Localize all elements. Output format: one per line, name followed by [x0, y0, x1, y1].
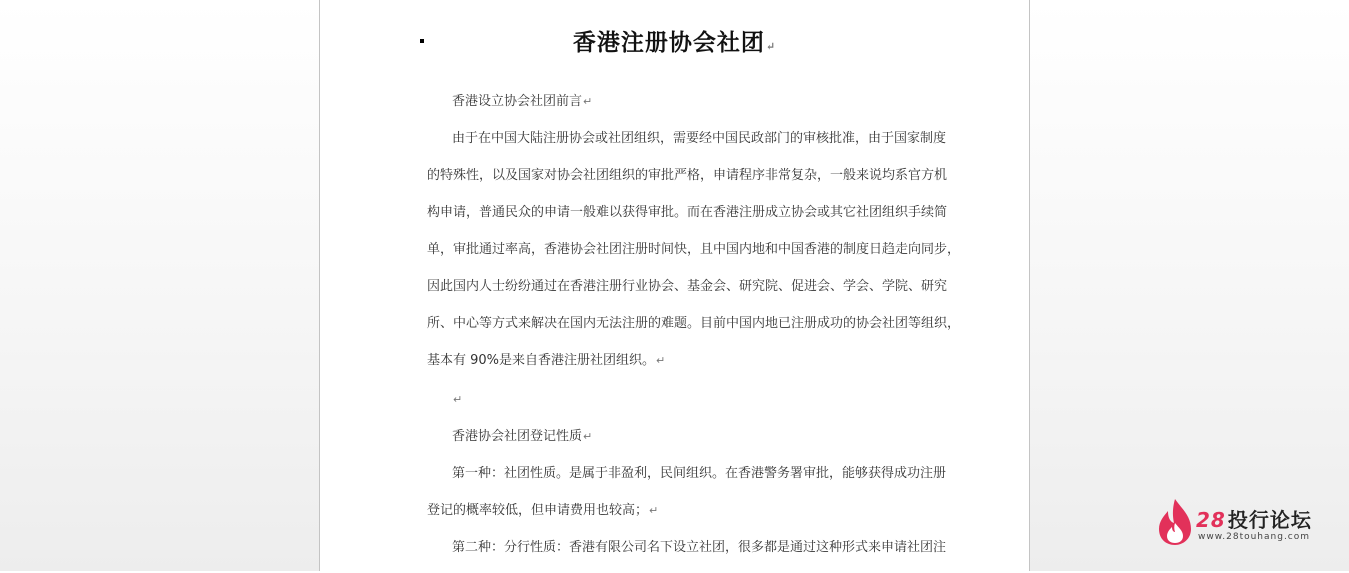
text-line: 的特殊性，以及国家对协会社团组织的审批严格，申请程序非常复杂，一般来说均系官方机	[427, 168, 948, 183]
paragraph	[427, 127, 961, 386]
watermark-title: 28 投行论坛	[1196, 508, 1312, 532]
paragraph	[427, 462, 947, 536]
flame-icon	[1156, 497, 1194, 547]
paragraph	[427, 536, 947, 573]
paragraph	[427, 425, 927, 462]
paragraph	[427, 90, 927, 127]
text-line: 所、中心等方式来解决在国内无法注册的难题。目前中国内地已注册成功的协会社团等组织，	[427, 316, 961, 331]
text-line: 登记的概率较低，但申请费用也较高；↵	[427, 503, 659, 518]
text-line: 单，审批通过率高，香港协会社团注册时间快，且中国内地和中国香港的制度日趋走向同步，	[427, 242, 961, 257]
watermark-logo	[1156, 497, 1326, 547]
text-line: 第一种：社团性质。是属于非盈利，民间组织。在香港警务署审批，能够获得成功注册	[452, 466, 947, 481]
text-line: 构申请，普通民众的申请一般难以获得审批。而在香港注册成立协会或其它社团组织手续简	[427, 205, 948, 220]
text-line: 基本有 90%是来自香港注册社团组织。↵	[427, 353, 666, 368]
text-line: 由于在中国大陆注册协会或社团组织，需要经中国民政部门的审核批准，由于国家制度	[452, 131, 947, 146]
paragraph-mark: ↵	[649, 504, 659, 517]
text-line: 因此国内人士纷纷通过在香港注册行业协会、基金会、研究院、促进会、学会、学院、研究	[427, 279, 948, 294]
text-line: 香港协会社团登记性质↵	[452, 429, 593, 444]
paragraph-mark: ↵	[453, 393, 463, 406]
watermark-url: www.28touhang.com	[1198, 532, 1311, 542]
document-title: 香港注册协会社团↵	[572, 29, 777, 56]
paragraph-mark: ↵	[583, 95, 593, 108]
text-line: 第二种：分行性质：香港有限公司名下设立社团，很多都是通过这种形式来申请社团注	[452, 540, 947, 555]
paragraph-empty	[427, 388, 927, 425]
text-line: 香港设立协会社团前言↵	[452, 94, 593, 109]
paragraph-mark: ↵	[656, 354, 666, 367]
paragraph-mark: ↵	[583, 430, 593, 443]
document-page[interactable]	[319, 0, 1030, 571]
paragraph-mark: ↵	[765, 40, 777, 53]
text-line	[427, 388, 927, 425]
